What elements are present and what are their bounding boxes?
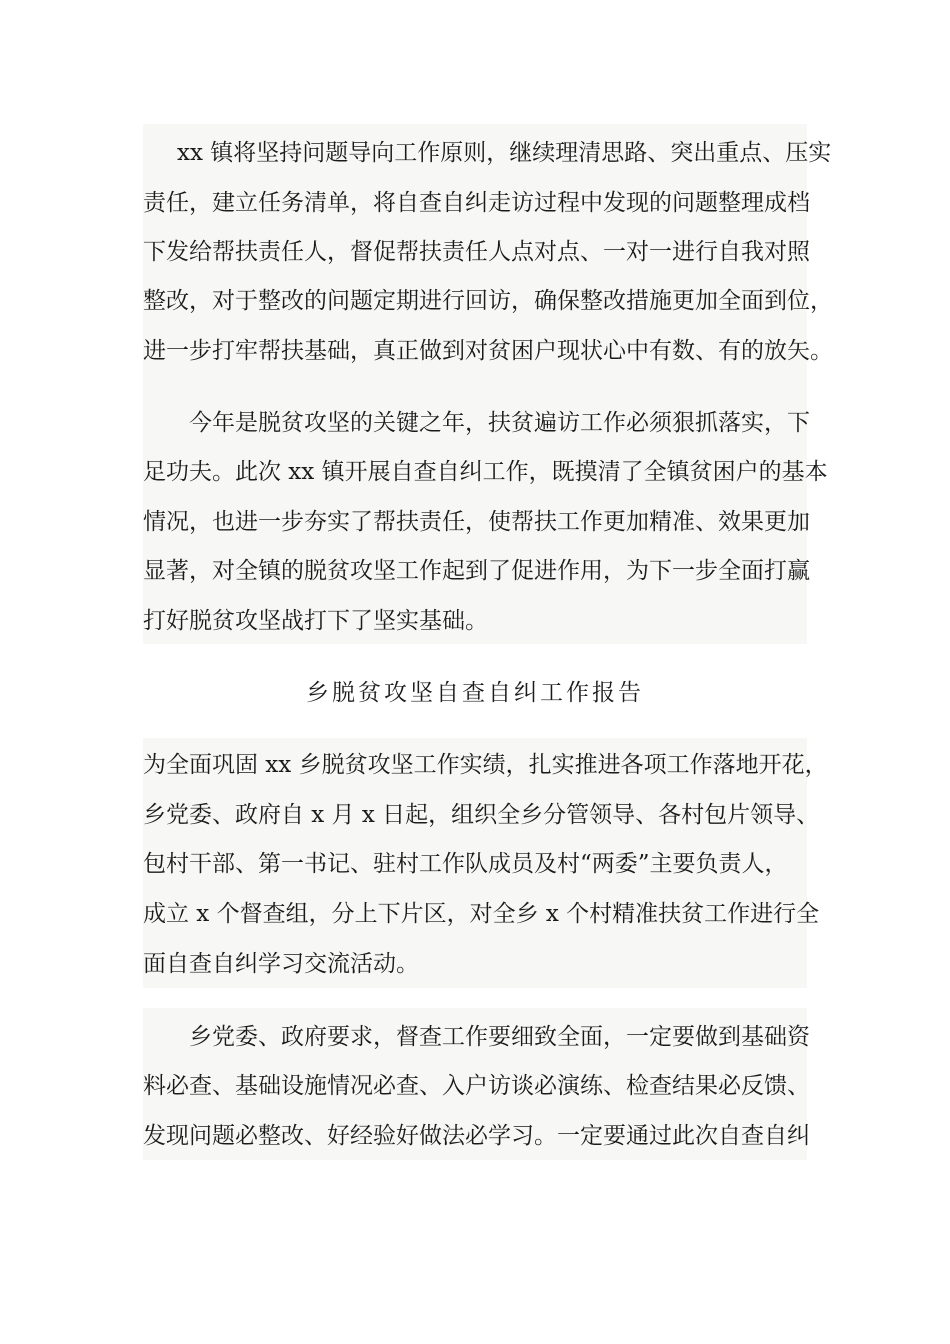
paragraph-2-line: 足功夫。此次 xx 镇开展自查自纠工作，既摸清了全镇贫困户的基本 (143, 459, 828, 485)
paragraph-4-line: 料必查、基础设施情况必查、入户访谈必演练、检查结果必反馈、 (143, 1073, 810, 1099)
paragraph-2-line: 打好脱贫攻坚战打下了坚实基础。 (143, 608, 488, 634)
paragraph-3-line: 成立 x 个督查组，分上下片区，对全乡 x 个村精准扶贫工作进行全 (143, 901, 820, 927)
paragraph-3-line: 包村干部、第一书记、驻村工作队成员及村“两委”主要负责人， (143, 851, 788, 877)
paragraph-4-line: 乡党委、政府要求，督查工作要细致全面，一定要做到基础资 (189, 1024, 810, 1050)
report-title: 乡脱贫攻坚自查自纠工作报告 (306, 680, 644, 706)
paragraph-1-line: 进一步打牢帮扶基础，真正做到对贫困户现状心中有数、有的放矢。 (143, 338, 833, 364)
paragraph-4-line: 发现问题必整改、好经验好做法必学习。一定要通过此次自查自纠 (143, 1123, 810, 1149)
paragraph-3-line: 面自查自纠学习交流活动。 (143, 951, 419, 977)
paragraph-1-line: xx 镇将坚持问题导向工作原则，继续理清思路、突出重点、压实 (177, 140, 832, 166)
text-block-3 (143, 1008, 810, 1160)
paragraph-2-line: 今年是脱贫攻坚的关键之年，扶贫遍访工作必须狠抓落实，下 (189, 410, 810, 436)
paragraph-3-line: 乡党委、政府自 x 月 x 日起，组织全乡分管领导、各村包片领导、 (143, 802, 820, 828)
paragraph-2-line: 情况，也进一步夯实了帮扶责任，使帮扶工作更加精准、效果更加 (143, 509, 810, 535)
paragraph-2-line: 显著，对全镇的脱贫攻坚工作起到了促进作用，为下一步全面打赢 (143, 558, 810, 584)
paragraph-1-line: 下发给帮扶责任人，督促帮扶责任人点对点、一对一进行自我对照 (143, 239, 810, 265)
text-block-2 (143, 738, 828, 988)
text-block-1 (143, 124, 833, 644)
paragraph-1-line: 责任，建立任务清单，将自查自纠走访过程中发现的问题整理成档 (143, 190, 810, 216)
paragraph-1-line: 整改，对于整改的问题定期进行回访，确保整改措施更加全面到位， (143, 288, 833, 314)
paragraph-3-line: 为全面巩固 xx 乡脱贫攻坚工作实绩，扎实推进各项工作落地开花， (143, 752, 828, 778)
